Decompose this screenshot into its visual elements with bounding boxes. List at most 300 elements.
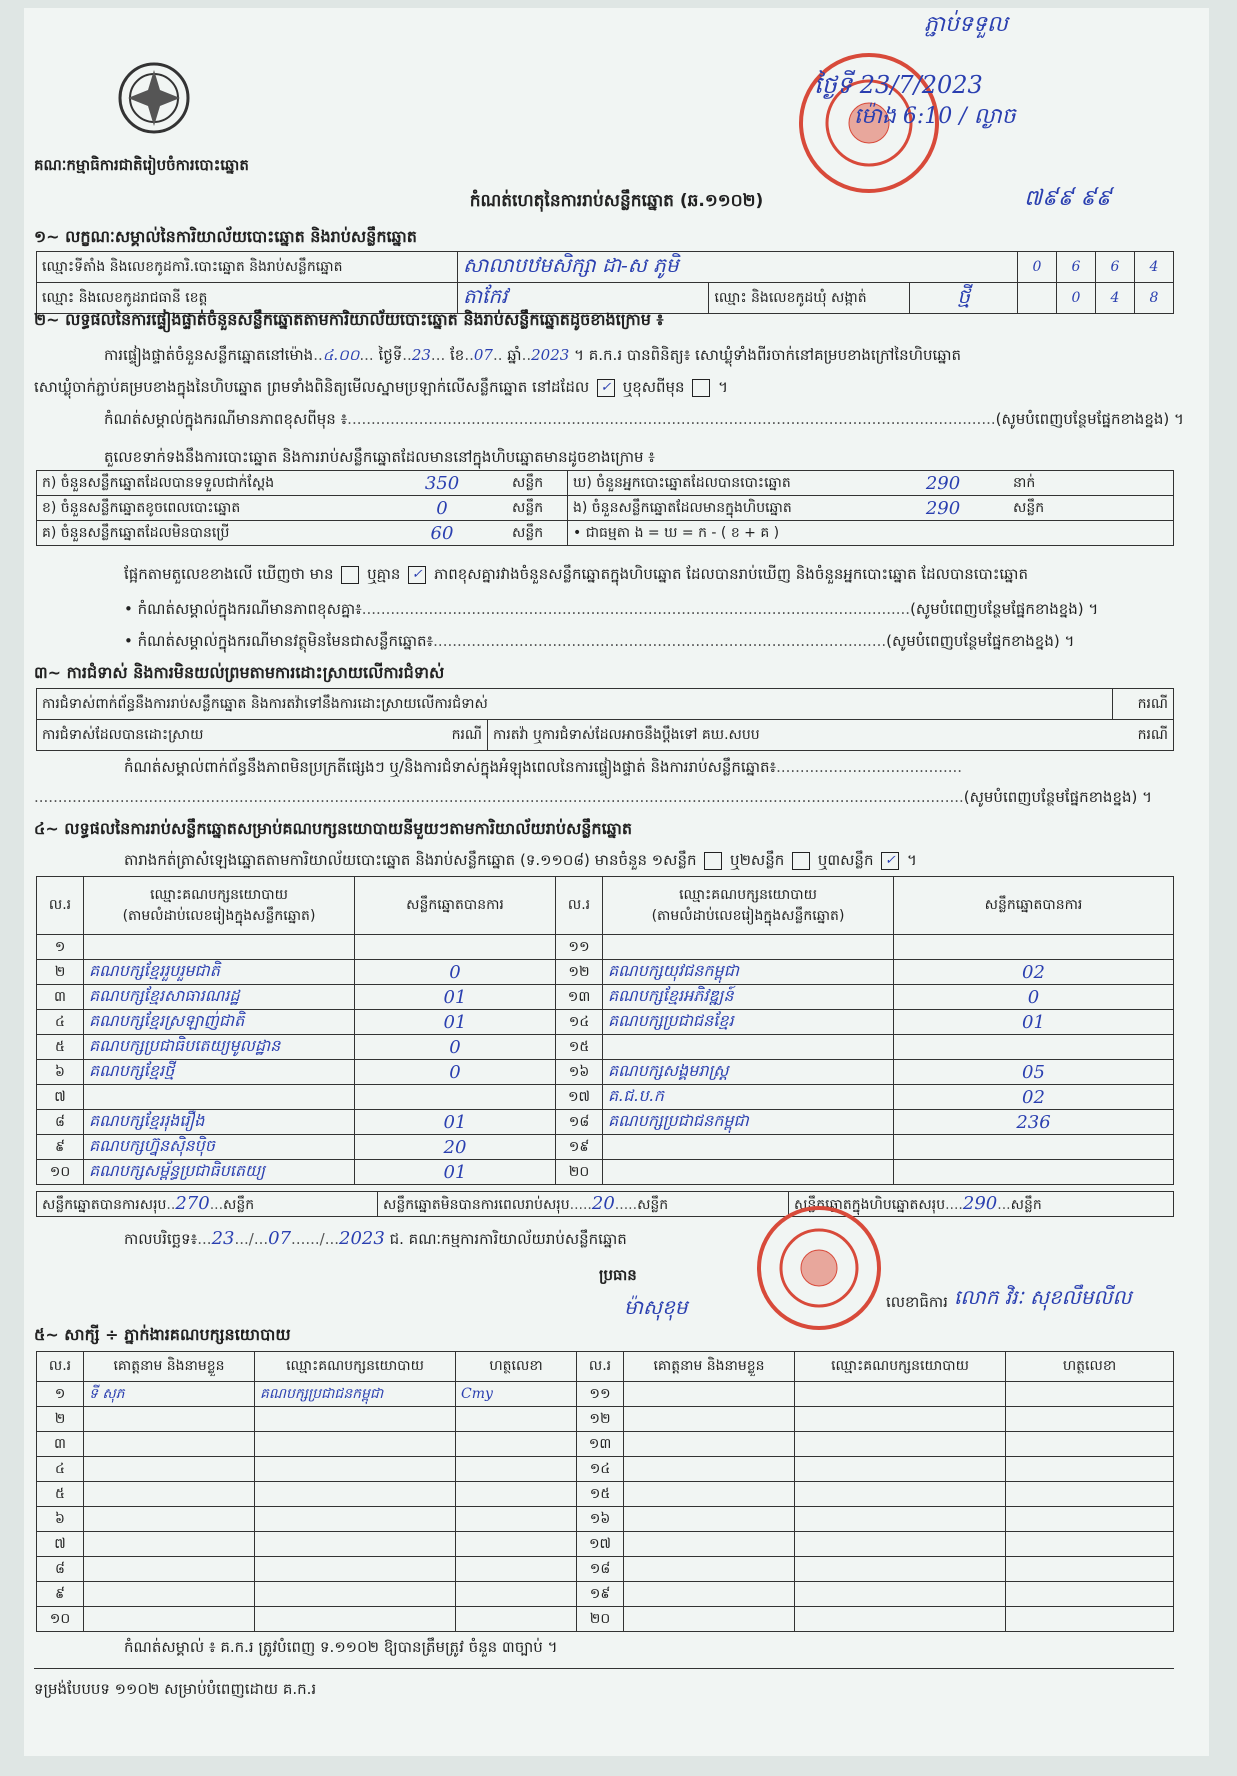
objection-row-label: ការជំទាស់ពាក់ព័ន្ធនឹងការរាប់សន្លឹកឆ្នោត និងការតវ៉ាទៅនឹងការដោះស្រាយលើការជំទាស់ — [37, 689, 1113, 720]
results-row — [37, 1135, 1174, 1160]
section2-heading: ២~ លទ្ធផលនៃការផ្ទៀងផ្ទាត់ចំនួនសន្លឹកឆ្នោតតាមការិយាល័យបោះឆ្នោត និងរាប់សន្លឹកឆ្នោតដូចខាងក្រោម ៖ — [34, 310, 664, 329]
org-name: គណៈកម្មាធិការជាតិរៀបចំការបោះឆ្នោត — [34, 156, 249, 174]
row-number: ២ — [37, 1407, 84, 1432]
figure-unit: សន្លឹក — [1008, 496, 1174, 521]
section4-heading: ៤~ លទ្ធផលនៃការរាប់សន្លឹកឆ្នោតសម្រាប់គណបក្សនយោបាយនីមួយៗតាមការិយាល័យរាប់សន្លឹកឆ្នោត — [34, 819, 633, 838]
figure-unit: សន្លឹក — [507, 496, 568, 521]
case-label: ករណី — [277, 720, 488, 751]
totals-table — [36, 1191, 1174, 1217]
irregularity-note: កំណត់សម្គាល់ពាក់ព័ន្ធនឹងភាពមិនប្រក្រតីផ្សេងៗ ឬ/និងការជំទាស់ក្នុងអំឡុងពេលនៃការផ្ទៀងផ្ទាត់ និងការរាប់សន្លឹកឆ្នោត៖....................................... — [124, 758, 963, 776]
seal-text: សោឃ្លុំចាក់ភ្ជាប់គម្របខាងក្នុងនៃហិបឆ្នោត ព្រមទាំងពិនិត្យមើលស្នាមប្រឡាក់លើសន្លឹកឆ្នោត នៅដដែល — [34, 378, 590, 396]
total-unit: សន្លឹក — [637, 1196, 669, 1213]
col-votes-header: សន្លឹកឆ្នោតបានការ — [894, 877, 1174, 935]
fill-more-text: (សូមបំពេញបន្ថែមផ្នែកខាងខ្នង) ។ — [910, 600, 1099, 618]
verify-year: 2023 — [531, 346, 570, 364]
row-number: ១៣ — [556, 985, 603, 1010]
row-number: ១២ — [577, 1407, 624, 1432]
received-ballots-value: 350 — [377, 471, 507, 496]
witness-signature — [1006, 1457, 1174, 1482]
secretary-label: លេខាធិការ — [886, 1293, 948, 1311]
witness-signature — [1006, 1432, 1174, 1457]
nec-emblem-logo — [114, 58, 194, 138]
row-number: ២ — [37, 960, 84, 985]
party-name: គណបក្សយុវជនកម្ពុជា — [603, 960, 894, 985]
compare-text: ផ្អែកតាមតួលេខខាងលើ ឃើញថា មាន — [124, 565, 334, 583]
voters-count-value: 290 — [878, 471, 1008, 496]
party-votes — [355, 935, 556, 960]
party-name: គណបក្សប្រជាជនកម្ពុជា — [603, 1110, 894, 1135]
witness-signature — [456, 1407, 577, 1432]
party-votes — [355, 1085, 556, 1110]
witness-signature — [456, 1582, 577, 1607]
figure-unit: សន្លឹក — [507, 471, 568, 496]
ballots-in-box-value: 290 — [878, 496, 1008, 521]
commune-code-digit: 4 — [1096, 283, 1135, 314]
resolved-label: ការជំទាស់ដែលបានដោះស្រាយ — [37, 720, 278, 751]
figure-label: ឃ) ចំនួនអ្នកបោះឆ្នោតដែលបានបោះឆ្នោត — [568, 471, 879, 496]
row-number: ១៧ — [556, 1085, 603, 1110]
form-title: កំណត់ហេតុនៃការរាប់សន្លឹកឆ្នោត (ឆ.១១០២) — [469, 191, 764, 211]
party-votes: 0 — [355, 1035, 556, 1060]
party-name — [603, 935, 894, 960]
row-number: ៥ — [37, 1035, 84, 1060]
footnote: កំណត់សម្គាល់ ៖ គ.ក.រ ត្រូវបំពេញ ទ.១១០២ ឱ្យបានត្រឹមត្រូវ ចំនួន ៣ច្បាប់ ។ — [124, 1638, 558, 1656]
province-value: តាកែវ — [458, 283, 709, 314]
witness-party — [795, 1432, 1006, 1457]
section1-heading: ១~ លក្ខណៈសម្គាល់នៃការិយាល័យបោះឆ្នោត និងរាប់សន្លឹកឆ្នោត — [34, 227, 417, 246]
witness-signature — [1006, 1407, 1174, 1432]
tally-sheet-line: តារាងកត់ត្រាសំឡេងឆ្នោតតាមការិយាល័យបោះឆ្នោត និងរាប់សន្លឹកឆ្នោត (ទ.១១០៨) មានចំនួន ១សន្លឹក ឬ២សន្លឹក ឬ៣សន្លឹក ✓ ។ — [124, 851, 917, 869]
row-number: ២០ — [556, 1160, 603, 1185]
total-invalid-value: 20 — [591, 1192, 615, 1214]
row-number: ១៦ — [556, 1060, 603, 1085]
col-sign-header: ហត្ថលេខា — [1006, 1352, 1174, 1382]
form-footer: ទម្រង់បែបបទ ១១០២ សម្រាប់បំពេញដោយ គ.ក.រ — [34, 1680, 317, 1698]
station-code-digit: 0 — [1018, 252, 1057, 283]
received-time: ម៉ោង 6:10 / ល្ងាច — [854, 104, 1016, 129]
witness-signature: Cmy — [456, 1382, 577, 1407]
party-name: គ.ជ.ប.ក — [603, 1085, 894, 1110]
witness-party — [795, 1382, 1006, 1407]
party-votes — [894, 935, 1174, 960]
row-number: ២០ — [577, 1607, 624, 1632]
row-number: ១៤ — [556, 1010, 603, 1035]
total-box-cell: សន្លឹកឆ្នោតក្នុងហិបឆ្នោតសរុប....290...សន្លឹក — [789, 1192, 1174, 1217]
station-code-digit: 4 — [1135, 252, 1174, 283]
witness-name — [84, 1482, 255, 1507]
row-number: ១៩ — [556, 1135, 603, 1160]
witness-row — [37, 1457, 1174, 1482]
party-votes: 01 — [355, 985, 556, 1010]
witness-signature — [456, 1482, 577, 1507]
different-checkbox[interactable] — [692, 379, 710, 397]
party-votes — [894, 1160, 1174, 1185]
witness-row — [37, 1582, 1174, 1607]
results-table — [36, 876, 1174, 1185]
province-label: ឈ្មោះ និងលេខកូដរាជធានី ខេត្ត — [37, 283, 458, 314]
fill-more-text: (សូមបំពេញបន្ថែមផ្នែកខាងខ្នង) ។ — [995, 410, 1184, 428]
party-name: គណបក្សសង្គមរាស្ត្រ — [603, 1060, 894, 1085]
results-row — [37, 1010, 1174, 1035]
chair-label: ប្រធាន — [599, 1266, 637, 1284]
party-name — [603, 1135, 894, 1160]
row-number: ១៥ — [556, 1035, 603, 1060]
three-sheets-checkbox[interactable]: ✓ — [881, 852, 899, 870]
party-votes: 01 — [894, 1010, 1174, 1035]
row-number: ៤ — [37, 1457, 84, 1482]
witness-signature — [456, 1432, 577, 1457]
figure-label: គ) ចំនួនសន្លឹកឆ្នោតដែលមិនបានប្រើ — [37, 521, 378, 546]
party-name: គណបក្សខ្មែរសាធារណរដ្ឋ — [84, 985, 355, 1010]
difference-note: កំណត់សម្គាល់ក្នុងករណីមានភាពខុសពីមុន ៖........................................................................................................................................(សូមបំពេញបន្ថែមផ្នែកខាងខ្នង) ។ — [104, 410, 1184, 428]
col-no-header: ល.រ — [37, 877, 84, 935]
date-month: 07 — [268, 1228, 292, 1249]
results-row — [37, 960, 1174, 985]
col-party-header — [84, 877, 355, 935]
row-number: ១១ — [556, 935, 603, 960]
party-name: គណបក្សខ្មែររុងរឿង — [84, 1110, 355, 1135]
compare-text: ឬគ្មាន — [367, 565, 401, 583]
witness-name — [84, 1582, 255, 1607]
row-number: ៨ — [37, 1110, 84, 1135]
party-name: គណបក្សប្រជាជនខ្មែរ — [603, 1010, 894, 1035]
party-votes: 01 — [355, 1160, 556, 1185]
col-no-header: ល.រ — [556, 877, 603, 935]
witness-name — [624, 1457, 795, 1482]
row-number: ១១ — [577, 1382, 624, 1407]
witness-party — [255, 1582, 456, 1607]
results-row — [37, 1035, 1174, 1060]
results-row — [37, 985, 1174, 1010]
difference-note-label: កំណត់សម្គាល់ក្នុងករណីមានភាពខុសពីមុន ៖ — [104, 410, 348, 428]
party-votes: 02 — [894, 960, 1174, 985]
row-number: ១៨ — [577, 1557, 624, 1582]
irregularity-label: កំណត់សម្គាល់ពាក់ព័ន្ធនឹងភាពមិនប្រក្រតីផ្សេងៗ ឬ/និងការជំទាស់ក្នុងអំឡុងពេលនៃការផ្ទៀងផ្ទាត់ និងការរាប់សន្លឹកឆ្នោត៖ — [124, 758, 777, 776]
col-votes-header: សន្លឹកឆ្នោតបានការ — [355, 877, 556, 935]
station-table — [36, 251, 1174, 314]
witness-party — [255, 1482, 456, 1507]
results-row — [37, 1085, 1174, 1110]
party-votes: 01 — [355, 1010, 556, 1035]
received-note: ភ្ជាប់ទទួល — [924, 12, 1008, 37]
witness-name — [624, 1582, 795, 1607]
row-number: ៨ — [37, 1557, 84, 1582]
witness-row — [37, 1382, 1174, 1407]
witness-party: គណបក្សប្រជាជនកម្ពុជា — [255, 1382, 456, 1407]
party-name: គណបក្សខ្មែរថ្មី — [84, 1060, 355, 1085]
witness-name — [624, 1557, 795, 1582]
committee-label: ជ. គណៈកម្មការការិយាល័យរាប់សន្លឹកឆ្នោត — [389, 1230, 627, 1248]
witness-party — [255, 1407, 456, 1432]
date-line: កាលបរិច្ឆេទ៖...23.../...07....../...2023 ជ. គណៈកម្មការការិយាល័យរាប់សន្លឹកឆ្នោត — [124, 1228, 627, 1249]
seal-paragraph: សោឃ្លុំចាក់ភ្ជាប់គម្របខាងក្នុងនៃហិបឆ្នោត ព្រមទាំងពិនិត្យមើលស្នាមប្រឡាក់លើសន្លឹកឆ្នោត នៅដដែល ✓ ឬខុសពីមុន ។ — [34, 378, 729, 396]
date-day: 23 — [211, 1228, 235, 1249]
party-votes: 0 — [355, 960, 556, 985]
witness-table — [36, 1351, 1174, 1632]
bullet-label: • កំណត់សម្គាល់ក្នុងករណីមានភាពខុសគ្នា៖ — [124, 600, 362, 618]
row-number: ១៨ — [556, 1110, 603, 1135]
results-row — [37, 1110, 1174, 1135]
witness-party — [255, 1432, 456, 1457]
party-name: គណបក្សខ្មែរស្រឡាញ់ជាតិ — [84, 1010, 355, 1035]
witness-party — [795, 1532, 1006, 1557]
row-number: ១ — [37, 935, 84, 960]
row-number: ១០ — [37, 1607, 84, 1632]
section3-heading: ៣~ ការជំទាស់ និងការមិនយល់ព្រមតាមការដោះស្រាយលើការជំទាស់ — [34, 663, 445, 682]
verify-text: ឆ្នាំ — [507, 346, 522, 364]
row-number: ១៦ — [577, 1507, 624, 1532]
witness-name — [624, 1507, 795, 1532]
witness-signature — [1006, 1382, 1174, 1407]
witness-party — [795, 1407, 1006, 1432]
row-number: ១៥ — [577, 1482, 624, 1507]
row-number: ៩ — [37, 1135, 84, 1160]
section5-heading: ៥~ សាក្សី ÷ ភ្នាក់ងារគណបក្សនយោបាយ — [34, 1325, 291, 1344]
row-number: ៤ — [37, 1010, 84, 1035]
col-name-header: គោត្តនាម និងនាមខ្លួន — [624, 1352, 795, 1382]
total-unit: សន្លឹក — [1010, 1196, 1042, 1213]
witness-name — [84, 1432, 255, 1457]
bullet-label: • កំណត់សម្គាល់ក្នុងករណីមានវត្ថុមិនមែនជាសន្លឹកឆ្នោត៖ — [124, 632, 434, 650]
document-number: ៧៩៩ ៩៩ — [1024, 186, 1112, 211]
witness-party — [795, 1582, 1006, 1607]
results-row — [37, 1160, 1174, 1185]
verify-text: ខែ — [450, 346, 465, 364]
col-party-title: ឈ្មោះគណបក្សនយោបាយ — [679, 886, 817, 903]
total-valid-value: 270 — [175, 1192, 210, 1214]
witness-signature — [1006, 1482, 1174, 1507]
figures-table — [36, 470, 1174, 546]
formula-text: • ជាធម្មតា ង = ឃ = ក - ( ខ + គ ) — [568, 521, 1174, 546]
col-party-sub: (តាមលំដាប់លេខរៀងក្នុងសន្លឹកឆ្នោត) — [651, 907, 845, 924]
witness-party — [795, 1507, 1006, 1532]
secretary-signature: លោក វិរៈ សុខលឹមលីល — [954, 1285, 1132, 1309]
same-checkbox[interactable]: ✓ — [597, 379, 615, 397]
party-name: គណបក្សខ្មែររួបរួមជាតិ — [84, 960, 355, 985]
party-votes: 05 — [894, 1060, 1174, 1085]
fill-more-text: (សូមបំពេញបន្ថែមផ្នែកខាងខ្នង) ។ — [963, 788, 1153, 806]
party-votes: 236 — [894, 1110, 1174, 1135]
witness-signature — [456, 1607, 577, 1632]
witness-name — [624, 1382, 795, 1407]
witness-row — [37, 1432, 1174, 1457]
objection-table — [36, 688, 1174, 751]
party-name — [84, 1085, 355, 1110]
commune-value: ថ្មី — [910, 283, 1018, 314]
two-sheets-checkbox[interactable] — [792, 852, 810, 870]
party-name — [603, 1035, 894, 1060]
row-number: ៣ — [37, 1432, 84, 1457]
verify-text: ការផ្ទៀងផ្ទាត់ចំនួនសន្លឹកឆ្នោតនៅម៉ោង — [104, 346, 314, 364]
one-sheet-checkbox[interactable] — [704, 852, 722, 870]
party-votes — [894, 1135, 1174, 1160]
party-name: គណបក្សខ្មែរអភិវឌ្ឍន៍ — [603, 985, 894, 1010]
witness-party — [255, 1607, 456, 1632]
total-valid-cell: សន្លឹកឆ្នោតបានការសរុប..270...សន្លឹក — [37, 1192, 378, 1217]
witness-signature — [1006, 1607, 1174, 1632]
station-code-digit: 6 — [1057, 252, 1096, 283]
col-sign-header: ហត្ថលេខា — [456, 1352, 577, 1382]
witness-signature — [1006, 1557, 1174, 1582]
tally-text: ឬ៣សន្លឹក — [817, 851, 874, 869]
fill-more-text: (សូមបំពេញបន្ថែមផ្នែកខាងខ្នង) ។ — [886, 632, 1075, 650]
has-difference-checkbox[interactable] — [341, 566, 359, 584]
station-code-digit: 6 — [1096, 252, 1135, 283]
witness-name — [84, 1607, 255, 1632]
witness-name — [84, 1457, 255, 1482]
row-number: ១០ — [37, 1160, 84, 1185]
total-invalid-cell: សន្លឹកឆ្នោតមិនបានការពេលរាប់សរុប.....20.....សន្លឹក — [378, 1192, 789, 1217]
verify-text: ។ គ.ក.រ បានពិនិត្យ៖ សោឃ្លុំទាំងពីរចាក់នៅគម្របខាងក្រៅនៃហិបឆ្នោត — [574, 346, 962, 364]
verify-time: ៤.០០ — [322, 346, 360, 364]
compare-line — [124, 565, 1028, 584]
witness-signature — [1006, 1532, 1174, 1557]
total-unit: សន្លឹក — [223, 1196, 255, 1213]
party-votes — [894, 1035, 1174, 1060]
witness-name — [84, 1532, 255, 1557]
received-date: ថ្ងៃទី 23/7/2023 — [814, 71, 983, 99]
spoiled-ballots-value: 0 — [377, 496, 507, 521]
party-votes: 20 — [355, 1135, 556, 1160]
row-number: ៦ — [37, 1060, 84, 1085]
witness-party — [255, 1532, 456, 1557]
witness-name — [624, 1607, 795, 1632]
results-row — [37, 1060, 1174, 1085]
witness-name — [84, 1507, 255, 1532]
witness-row — [37, 1507, 1174, 1532]
col-party-sub: (តាមលំដាប់លេខរៀងក្នុងសន្លឹកឆ្នោត) — [122, 907, 316, 924]
party-name: គណបក្សហ្វ៊ុនស៊ិនប៉ិច — [84, 1135, 355, 1160]
witness-signature — [1006, 1582, 1174, 1607]
total-invalid-label: សន្លឹកឆ្នោតមិនបានការពេលរាប់សរុប — [383, 1196, 570, 1213]
witness-signature — [456, 1532, 577, 1557]
bullet-note-1: • កំណត់សម្គាល់ក្នុងករណីមានភាពខុសគ្នា៖...................................................................................................................(សូមបំពេញបន្ថែមផ្នែកខាងខ្នង) ។ — [124, 600, 1099, 618]
witness-row — [37, 1557, 1174, 1582]
witness-row — [37, 1532, 1174, 1557]
row-number: ៧ — [37, 1532, 84, 1557]
party-name: គណបក្សសម្ព័ន្ធប្រជាធិបតេយ្យ — [84, 1160, 355, 1185]
row-number: ៧ — [37, 1085, 84, 1110]
date-year: 2023 — [339, 1228, 385, 1249]
witness-signature — [1006, 1507, 1174, 1532]
party-votes: 0 — [355, 1060, 556, 1085]
col-no-header: ល.រ — [577, 1352, 624, 1382]
row-number: ១៣ — [577, 1432, 624, 1457]
row-number: ៥ — [37, 1482, 84, 1507]
figures-row — [37, 496, 1174, 521]
witness-name — [84, 1407, 255, 1432]
witness-name — [624, 1532, 795, 1557]
committee-stamp — [754, 1203, 884, 1333]
row-number: ១៩ — [577, 1582, 624, 1607]
figure-label: ង) ចំនួនសន្លឹកឆ្នោតដែលមានក្នុងហិបឆ្នោត — [568, 496, 879, 521]
tally-text: ឬ២សន្លឹក — [730, 851, 785, 869]
witness-name — [624, 1432, 795, 1457]
row-number: ១ — [37, 1382, 84, 1407]
witness-name — [624, 1407, 795, 1432]
party-name — [603, 1160, 894, 1185]
figure-label: ខ) ចំនួនសន្លឹកឆ្នោតខូចពេលបោះឆ្នោត — [37, 496, 378, 521]
row-number: ១២ — [556, 960, 603, 985]
witness-row — [37, 1482, 1174, 1507]
figure-unit: សន្លឹក — [507, 521, 568, 546]
witness-signature — [456, 1557, 577, 1582]
witness-row — [37, 1407, 1174, 1432]
witness-party — [795, 1557, 1006, 1582]
chair-signature: ម៉ាសុខុម — [624, 1295, 688, 1319]
verify-paragraph: ការផ្ទៀងផ្ទាត់ចំនួនសន្លឹកឆ្នោតនៅម៉ោង..៤.០០... ថ្ងៃទី..23... ខែ..07.. ឆ្នាំ..2023 ។ គ.ក.រ បានពិនិត្យ៖ សោឃ្លុំទាំងពីរចាក់នៅគម្របខាងក្រៅនៃហិបឆ្នោត — [104, 346, 962, 364]
witness-party — [795, 1482, 1006, 1507]
figures-row — [37, 471, 1174, 496]
commune-code-digit: 0 — [1057, 283, 1096, 314]
party-votes: 0 — [894, 985, 1174, 1010]
figure-unit: នាក់ — [1008, 471, 1174, 496]
election-form-page — [24, 8, 1209, 1756]
footer-divider — [34, 1668, 1174, 1669]
no-difference-checkbox[interactable]: ✓ — [408, 566, 426, 584]
tally-text: តារាងកត់ត្រាសំឡេងឆ្នោតតាមការិយាល័យបោះឆ្នោត និងរាប់សន្លឹកឆ្នោត (ទ.១១០៨) មានចំនួន ១សន្លឹក — [124, 851, 697, 869]
total-valid-label: សន្លឹកឆ្នោតបានការសរុប — [42, 1196, 167, 1213]
witness-signature — [456, 1507, 577, 1532]
col-party-header — [603, 877, 894, 935]
witness-party — [255, 1457, 456, 1482]
results-row — [37, 935, 1174, 960]
col-no-header: ល.រ — [37, 1352, 84, 1382]
unused-ballots-value: 60 — [377, 521, 507, 546]
row-number: ១៧ — [577, 1532, 624, 1557]
col-party-header: ឈ្មោះគណបក្សនយោបាយ — [795, 1352, 1006, 1382]
figures-row — [37, 521, 1174, 546]
verify-text: ថ្ងៃទី — [378, 346, 403, 364]
station-name-label: ឈ្មោះទីតាំង និងលេខកូដការិ.បោះឆ្នោត និងរាប់សន្លឹកឆ្នោត — [37, 252, 458, 283]
commune-code-digit: 8 — [1135, 283, 1174, 314]
total-box-label: សន្លឹកឆ្នោតក្នុងហិបឆ្នោតសរុប — [794, 1196, 946, 1213]
appeal-label: ការតវ៉ា ឬការជំទាស់ដែលអាចនឹងប្តឹងទៅ គឃ.សបប — [488, 720, 1113, 751]
figures-intro: តួលេខទាក់ទងនឹងការបោះឆ្នោត និងការរាប់សន្លឹកឆ្នោតដែលមាននៅក្នុងហិបឆ្នោតមានដូចខាងក្រោម ៖ — [104, 448, 655, 466]
figure-label: ក) ចំនួនសន្លឹកឆ្នោតដែលបានទទួលជាក់ស្តែង — [37, 471, 378, 496]
commune-label: ឈ្មោះ និងលេខកូដឃុំ សង្កាត់ — [709, 283, 910, 314]
col-party-header: ឈ្មោះគណបក្សនយោបាយ — [255, 1352, 456, 1382]
party-name: គណបក្សប្រជាធិបតេយ្យមូលដ្ឋាន — [84, 1035, 355, 1060]
compare-text: ភាពខុសគ្នារវាងចំនួនសន្លឹកឆ្នោតក្នុងហិបឆ្នោត ដែលបានរាប់ឃើញ និងចំនួនអ្នកបោះឆ្នោត ដែលបានបោះឆ្នោត — [433, 565, 1028, 583]
witness-row — [37, 1607, 1174, 1632]
station-name-value: សាលាបឋមសិក្សា ដា-ស ភូមិ — [458, 252, 1018, 283]
col-party-title: ឈ្មោះគណបក្សនយោបាយ — [150, 886, 288, 903]
irregularity-note-continued: ...................................................................................................................................................................................................(សូមបំពេញបន្ថែមផ្នែកខាងខ្នង) ។ — [34, 788, 1153, 806]
witness-name — [84, 1557, 255, 1582]
witness-party — [255, 1507, 456, 1532]
party-votes: 01 — [355, 1110, 556, 1135]
witness-name — [624, 1482, 795, 1507]
witness-party — [795, 1607, 1006, 1632]
row-number: ៦ — [37, 1507, 84, 1532]
case-label: ករណី — [1113, 689, 1174, 720]
witness-name: ទី សុភ — [84, 1382, 255, 1407]
verify-month: 07 — [473, 346, 493, 364]
bullet-note-2: • កំណត់សម្គាល់ក្នុងករណីមានវត្ថុមិនមែនជាសន្លឹកឆ្នោត៖...............................................................................................(សូមបំពេញបន្ថែមផ្នែកខាងខ្នង) ។ — [124, 632, 1075, 650]
case-label: ករណី — [1113, 720, 1174, 751]
row-number: ៣ — [37, 985, 84, 1010]
party-name — [84, 935, 355, 960]
witness-signature — [456, 1457, 577, 1482]
party-votes: 02 — [894, 1085, 1174, 1110]
date-label: កាលបរិច្ឆេទ៖ — [124, 1230, 198, 1248]
seal-or-text: ឬខុសពីមុន — [622, 378, 685, 396]
col-name-header: គោត្តនាម និងនាមខ្លួន — [84, 1352, 255, 1382]
verify-day: 23 — [411, 346, 431, 364]
witness-party — [795, 1457, 1006, 1482]
row-number: ៩ — [37, 1582, 84, 1607]
